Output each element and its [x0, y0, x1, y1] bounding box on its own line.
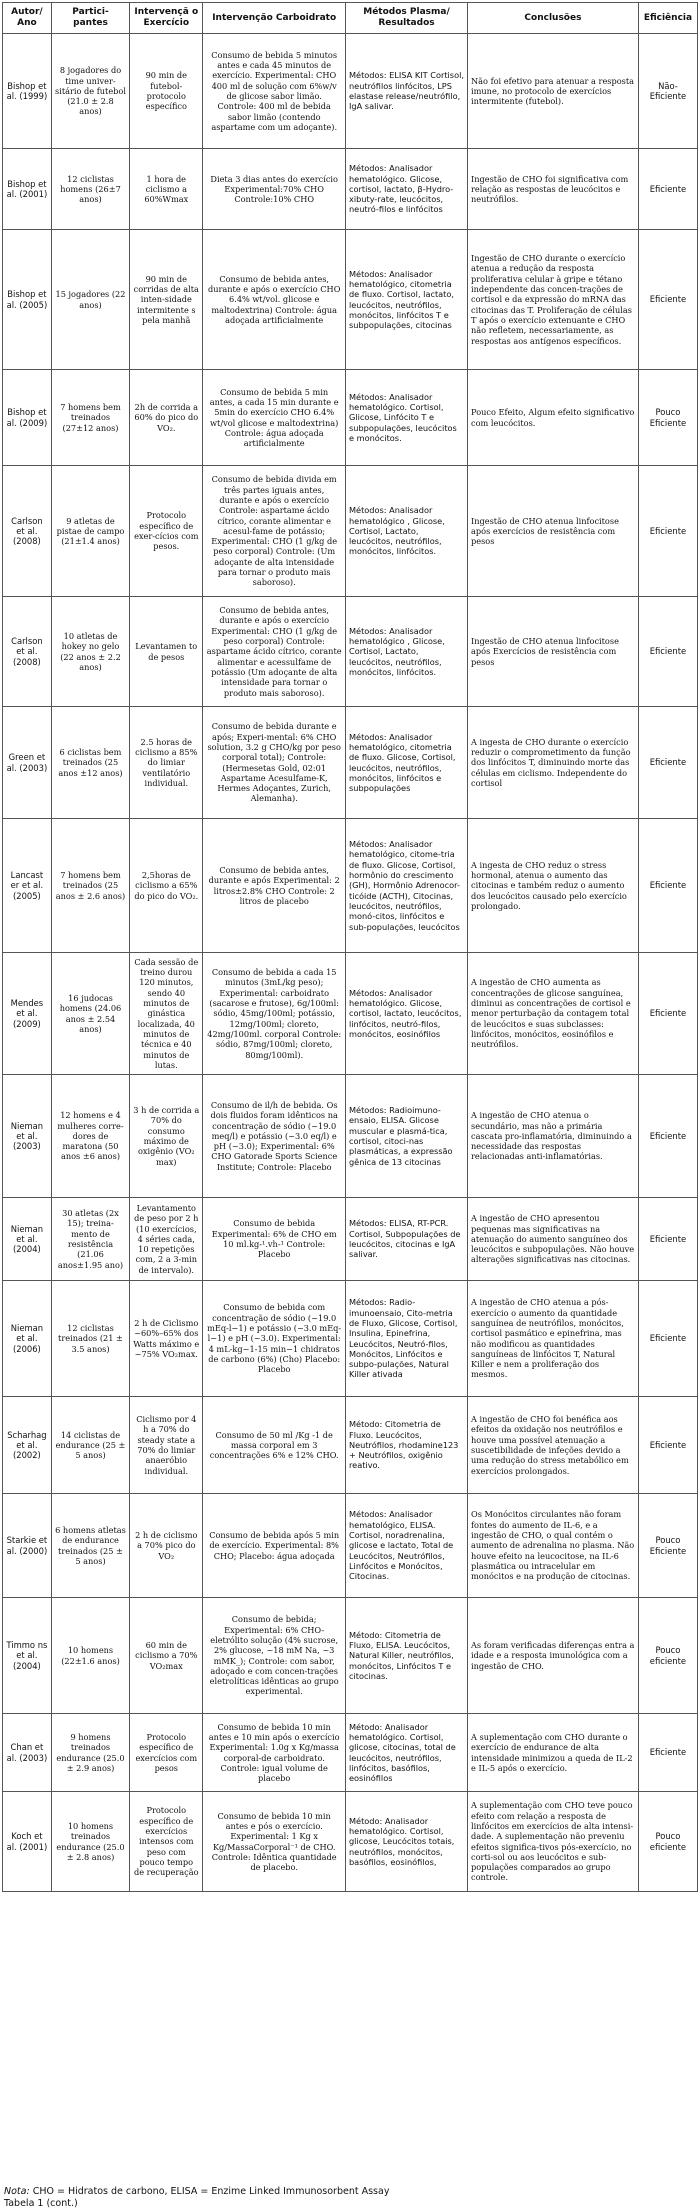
cell-exercise: Protocolo específico de exercícios intensos com peso com pouco tempo de recuperação	[130, 1792, 203, 1892]
cell-efficiency: Eficiente	[638, 1397, 697, 1494]
cell-participants: 9 atletas de pistae de campo (21±1.4 anos)	[51, 466, 129, 597]
cell-carbohydrate: Consumo de bebida antes, durante e após Experimental: 2 litros±2.8% CHO Controle: 2 litros de placebo	[203, 819, 346, 953]
cell-exercise: 2 h de ciclismo a 70% pico do VO₂	[130, 1494, 203, 1598]
cell-efficiency: Eficiente	[638, 1714, 697, 1792]
table-row	[3, 1281, 698, 1397]
table-header-row	[3, 3, 698, 34]
cell-conclusions: A ingestão de CHO atenua o secundário, mas não a primária cascata pro-inflamatória, diminuindo a necessidade das respostas relacionadas anti-inflamatórias.	[468, 1075, 639, 1198]
cell-carbohydrate: Consumo de bebida 10 min antes e 10 min após o exercício Experimental: 1.0g x Kg/massa corporal-de carboidrato. Controle: igual volume de placebo	[203, 1714, 346, 1792]
cell-carbohydrate: Dieta 3 dias antes do exercício Experimental:70% CHO Controle:10% CHO	[203, 149, 346, 230]
cell-exercise: 2,5horas de ciclismo a 65% do pico do VO₂.	[130, 819, 203, 953]
cell-efficiency: Eficiente	[638, 707, 697, 819]
cell-methods: Método: Citometria de Fluxo. Leucócitos, Neutrófilos, rhodamine123 + Neutrófilos, oxigênio reativo.	[345, 1397, 467, 1494]
table-row	[3, 1792, 698, 1892]
cell-carbohydrate: Consumo de 50 ml /Kg -1 de massa corporal em 3 concentrações 6% e 12% CHO.	[203, 1397, 346, 1494]
cell-author: Mendes et al. (2009)	[3, 953, 52, 1075]
cell-exercise: 90 min de futebol- protocolo específico	[130, 34, 203, 149]
cell-carbohydrate: Consumo de bebida antes, durante e após o exercício CHO 6.4% wt/vol. glicose e maltodextrina) Controle: água adoçada artificialmente	[203, 230, 346, 370]
cell-methods: Métodos: Radio-imunoensaio, Cito-metria de Fluxo, Glicose, Cortisol, Insulina, Epinefrina, Leucócitos, Neutró-filos, Monócitos, Linfócitos e subpo-pulações, Natural Killer ativada	[345, 1281, 467, 1397]
cell-carbohydrate: Consumo de il/h de bebida. Os dois fluidos foram idênticos na concentração de sódio (~19.0 meq/l) e potássio (~3.0 eq/l) e pH (~3.0); Experimental: 6% CHO Gatorade Sports Science Institute; Controle: Placebo	[203, 1075, 346, 1198]
cell-conclusions: Ingestão de CHO atenua linfocitose após exercícios de resistência com pesos	[468, 466, 639, 597]
cell-methods: Método: Citometria de Fluxo, ELISA. Leucócitos, Natural Killer, neutrófilos, monócitos, Linfócitos T e citocinas.	[345, 1598, 467, 1714]
cell-conclusions: A ingestão de CHO apresentou pequenas mas significativas na atenuação do aumento sanguíneo dos leucócitos e subpopulações. Não houve alterações significativas nas citocinas.	[468, 1198, 639, 1281]
studies-table	[2, 2, 698, 1892]
cell-participants: 10 homens treinados endurance (25.0 ± 2.8 anos)	[51, 1792, 129, 1892]
table-row	[3, 149, 698, 230]
cell-participants: 7 homens bem treinados (27±12 anos)	[51, 370, 129, 466]
cell-conclusions: A ingestão de CHO foi benéfica aos efeitos da oxidação nos neutrófilos e houve uma possível atenuação a suscetibilidade de infeções devido a uma redução do stress metabólico em exercícios prolongados.	[468, 1397, 639, 1494]
header-author: Autor/ Ano	[3, 3, 52, 34]
table-row	[3, 1714, 698, 1792]
cell-participants: 7 homens bem treinados (25 anos ± 2.6 anos)	[51, 819, 129, 953]
table-row	[3, 34, 698, 149]
cell-exercise: Levantamento de peso por 2 h (10 exercícios, 4 séries cada, 10 repetições com, 2 a 3-min de intervalo).	[130, 1198, 203, 1281]
header-conclusions: Conclusões	[468, 3, 639, 34]
cell-carbohydrate: Consumo de bebida durante e após; Experi-mental: 6% CHO solution, 3.2 g CHO/kg por peso corporal total); Controle: (Hermesetas Gold, 02:01 Aspartame Acesulfame-K, Hermes Adoçantes, Zurich, Alemanha).	[203, 707, 346, 819]
cell-participants: 12 ciclistas treinados (21 ± 3.5 anos)	[51, 1281, 129, 1397]
cell-exercise: Cada sessão de treino durou 120 minutos, sendo 40 minutos de ginástica localizada, 40 minutos de técnica e 40 minutos de lutas.	[130, 953, 203, 1075]
cell-participants: 12 ciclistas homens (26±7 anos)	[51, 149, 129, 230]
cell-carbohydrate: Consumo de bebida após 5 min de exercício. Experimental: 8% CHO; Placebo: água adoçada	[203, 1494, 346, 1598]
cell-author: Carlson et al. (2008)	[3, 597, 52, 707]
table-row	[3, 1198, 698, 1281]
cell-conclusions: A ingesta de CHO reduz o stress hormonal, atenua o aumento das citocinas e também reduz o aumento dos leucócitos causado pelo exercício prolongado.	[468, 819, 639, 953]
cell-conclusions: A ingesta de CHO durante o exercício reduzir o comprometimento da função dos linfócitos T, diminuindo morte das células em ciclismo. Independente do cortisol	[468, 707, 639, 819]
cell-author: Starkie et al. (2000)	[3, 1494, 52, 1598]
cell-carbohydrate: Consumo de bebida; Experimental: 6% CHO-eletrólito solução (4% sucrose, 2% glucose, ~18 mM Na, ~3 mMK_); Controle: com sabor, adoçado e com concen-trações eletrolíticas idênticas ao grupo experimental.	[203, 1598, 346, 1714]
cell-conclusions: A ingestão de CHO aumenta as concentrações de glicose sanguínea, diminui as concentrações de cortisol e menor perturbação da contagem total de leucócitos e suas subclasses: linfócitos, monócitos, eosinófilos e neutrófilos.	[468, 953, 639, 1075]
cell-participants: 16 judocas homens (24.06 anos ± 2.54 anos)	[51, 953, 129, 1075]
cell-conclusions: Os Monócitos circulantes não foram fontes do aumento de IL-6, e a ingestão de CHO, o qual contém o aumento de adrenalina no plasma. Não houve efeito na leucocitose, na IL-6 plasmática ou intracelular em monócitos e na produção de citocinas.	[468, 1494, 639, 1598]
cell-efficiency: Eficiente	[638, 819, 697, 953]
cell-methods: Métodos: Analisador hematológico. Cortisol, Glicose, Linfócito T e subpopulações, leucócitos e monócitos.	[345, 370, 467, 466]
header-exercise: Intervençã o Exercício	[130, 3, 203, 34]
cell-methods: Método: Analisador hematológico. Cortisol, glicose, citocinas, total de leucócitos, neutrófilos, linfócitos, basófilos, eosinófilos	[345, 1714, 467, 1792]
cell-exercise: 90 min de corridas de alta inten-sidade intermitente s pela manhã	[130, 230, 203, 370]
cell-carbohydrate: Consumo de bebida 5 min antes, a cada 15 min durante e 5min do exercício CHO 6.4% wt/vol glicose e maltodextrina) Controle: água adoçada artificialmente	[203, 370, 346, 466]
table-row	[3, 707, 698, 819]
cell-efficiency: Eficiente	[638, 230, 697, 370]
cell-conclusions: A ingestão de CHO atenua a pós-exercício o aumento da quantidade sanguínea de neutrófilos, monócitos, cortisol pasmático e epinefrina, mas não modificou as quantidades sanguíneas de linfócitos T, Natural Killer e nem a proliferação dos mesmos.	[468, 1281, 639, 1397]
header-carbohydrate: Intervenção Carboidrato	[203, 3, 346, 34]
cell-conclusions: A suplementação com CHO teve pouco efeito com relação a resposta de linfócitos em exercícios de alta intensi-dade. A suplementação não preveniu efeitos significa-tivos pós-exercício, no corti-sol ou aos leucócitos e sub-populações comparados ao grupo controle.	[468, 1792, 639, 1892]
cell-methods: Métodos: ELISA KIT Cortisol, neutrófilos linfócitos, LPS elastase release/neutrófilo, IgA salivar.	[345, 34, 467, 149]
cell-participants: 12 homens e 4 mulheres corre-dores de maratona (50 anos ±6 anos)	[51, 1075, 129, 1198]
header-efficiency: Eficiência	[638, 3, 697, 34]
cell-exercise: Protocolo específico de exer-cícios com pesos.	[130, 466, 203, 597]
table-caption: Tabela 1 (cont.)	[4, 2198, 78, 2209]
cell-author: Bishop et al. (1999)	[3, 34, 52, 149]
cell-conclusions: Ingestão de CHO atenua linfocitose após Exercícios de resistência com pesos	[468, 597, 639, 707]
note-text: CHO = Hidratos de carbono, ELISA = Enzime Linked Immunosorbent Assay	[29, 2186, 390, 2197]
table-row	[3, 953, 698, 1075]
cell-efficiency: Eficiente	[638, 1281, 697, 1397]
cell-author: Bishop et al. (2009)	[3, 370, 52, 466]
cell-efficiency: Eficiente	[638, 597, 697, 707]
table-row	[3, 819, 698, 953]
cell-methods: Métodos: Analisador hematológico. Glicose, cortisol, lactato, leucócitos, linfócitos, neutró-filos, monócitos, eosinófilos	[345, 953, 467, 1075]
cell-efficiency: Pouco Eficiente	[638, 370, 697, 466]
cell-author: Timmo ns et al. (2004)	[3, 1598, 52, 1714]
cell-efficiency: Pouco eficiente	[638, 1792, 697, 1892]
cell-efficiency: Pouco Eficiente	[638, 1494, 697, 1598]
header-methods: Métodos Plasma/ Resultados	[345, 3, 467, 34]
cell-efficiency: Eficiente	[638, 953, 697, 1075]
cell-author: Koch et al. (2001)	[3, 1792, 52, 1892]
cell-participants: 8 jogadores do time univer-sitário de futebol (21.0 ± 2.8 anos)	[51, 34, 129, 149]
table-note	[4, 2186, 694, 2198]
cell-author: Green et al. (2003)	[3, 707, 52, 819]
table-row	[3, 370, 698, 466]
cell-participants: 6 homens atletas de endurance treinados (25 ± 5 anos)	[51, 1494, 129, 1598]
cell-carbohydrate: Consumo de bebida antes, durante e após o exercício Experimental: CHO (1 g/kg de peso corporal) Controle: aspartame ácido cítrico, corante alimentar e acessulfame de potássio (Um adoçante de alta intensidade para tornar o produto mais saboroso).	[203, 597, 346, 707]
cell-author: Nieman et al. (2004)	[3, 1198, 52, 1281]
table-row	[3, 466, 698, 597]
cell-efficiency: Eficiente	[638, 1198, 697, 1281]
cell-methods: Métodos: Analisador hematológico , Glicose, Cortisol, Lactato, leucócitos, neutrófilos, monócitos, linfócitos.	[345, 466, 467, 597]
cell-carbohydrate: Consumo de bebida a cada 15 minutos (3mL/kg peso); Experimental: carboidrato (sacarose e frutose), 6g/100ml: sódio, 45mg/100ml; potássio, 12mg/100ml; cloreto, 42mg/100ml. corporal Controle: sódio, 87mg/100ml; cloreto, 80mg/100ml).	[203, 953, 346, 1075]
cell-participants: 6 ciclistas bem treinados (25 anos ±12 anos)	[51, 707, 129, 819]
cell-exercise: 60 min de ciclismo a 70% VO₂max	[130, 1598, 203, 1714]
table-row	[3, 1598, 698, 1714]
cell-conclusions: As foram verificadas diferenças entra a idade e a resposta imunológica com a ingestão de CHO.	[468, 1598, 639, 1714]
cell-author: Carlson et al. (2008)	[3, 466, 52, 597]
cell-carbohydrate: Consumo de bebida divida em três partes iguais antes, durante e após o exercício Controle: aspartame ácido cítrico, corante alimentar e acesul-fame de potássio; Experimental: CHO (1 g/kg de peso corporal) Controle: (Um adoçante de alta intensidade para tornar o produto mais saboroso).	[203, 466, 346, 597]
cell-author: Scharhag et al. (2002)	[3, 1397, 52, 1494]
cell-exercise: 1 hora de ciclismo a 60%Wmax	[130, 149, 203, 230]
cell-conclusions: Não foi efetivo para atenuar a resposta imune, no protocolo de exercícios intermitente (futebol).	[468, 34, 639, 149]
cell-methods: Métodos: Analisador hematológico , Glicose, Cortisol, Lactato, leucócitos, neutrófilos, monócitos, linfócitos.	[345, 597, 467, 707]
cell-carbohydrate: Consumo de bebida Experimental: 6% de CHO em 10 ml.kg-¹.vh-¹ Controle: Placebo	[203, 1198, 346, 1281]
cell-conclusions: Ingestão de CHO foi significativa com relação as respostas de leucócitos e neutrófilos.	[468, 149, 639, 230]
cell-methods: Métodos: Analisador hematológico. Glicose, cortisol, lactato, β-Hydro-xibuty-rate, leucócitos, neutró-filos e linfócitos	[345, 149, 467, 230]
cell-author: Nieman et al. (2006)	[3, 1281, 52, 1397]
cell-exercise: 3 h de corrida a 70% do consumo máximo de oxigênio (VO₂ max)	[130, 1075, 203, 1198]
cell-efficiency: Pouco eficiente	[638, 1598, 697, 1714]
cell-participants: 9 homens treinados endurance (25.0 ± 2.9 anos)	[51, 1714, 129, 1792]
cell-author: Bishop et al. (2001)	[3, 149, 52, 230]
cell-methods: Métodos: Analisador hematológico, citometria de fluxo. Glicose, Cortisol, leucócitos, neutrófilos, monócitos, linfócitos e subpopulações	[345, 707, 467, 819]
cell-participants: 30 atletas (2x 15); treina-mento de resistência (21.06 anos±1.95 ano)	[51, 1198, 129, 1281]
cell-exercise: 2.5 horas de ciclismo a 85% do limiar ventilatório individual.	[130, 707, 203, 819]
cell-conclusions: Ingestão de CHO durante o exercício atenua a redução da resposta proliferativa celular à gripe e tétano independente das concen-trações de cortisol e da expressão do mRNA das citocinas das T. Proliferação de células T após o exercício extenuante e CHO não refletem, necessariamente, as respostas aos antígenos específicos.	[468, 230, 639, 370]
table-row	[3, 1494, 698, 1598]
cell-methods: Método: Analisador hematológico. Cortisol, glicose, Leucócitos totais, neutrófilos, monócitos, basófilos, eosinófilos,	[345, 1792, 467, 1892]
cell-carbohydrate: Consumo de bebida com concentração de sódio (~19.0 mEq-l−1) e potássio (~3.0 mEq-l−1) e pH (~3.0). Experimental: 4 mL-kg−1-15 min−1 chidratos de carbono (6%) (Cho) Placebo: Placebo	[203, 1281, 346, 1397]
table-row	[3, 597, 698, 707]
note-label: Nota:	[4, 2186, 30, 2197]
cell-efficiency: Não-Eficiente	[638, 34, 697, 149]
cell-author: Nieman et al. (2003)	[3, 1075, 52, 1198]
cell-efficiency: Eficiente	[638, 466, 697, 597]
cell-author: Lancast er et al. (2005)	[3, 819, 52, 953]
cell-carbohydrate: Consumo de bebida 5 minutos antes e cada 45 minutos de exercício. Experimental: CHO 400 ml de solução com 6%w/v de glicose sabor limão. Controle: 400 ml de bebida sabor limão (contendo aspartame com um adoçante).	[203, 34, 346, 149]
table-row	[3, 1397, 698, 1494]
cell-methods: Métodos: Analisador hematológico, ELISA. Cortisol, noradrenalina, glicose e lactato, Total de Leucócitos, Neutrófilos, Linfócitos e Monócitos, Citocinas.	[345, 1494, 467, 1598]
cell-methods: Métodos: Analisador hematológico, citometria de fluxo. Cortisol, lactato, leucócitos, neutrófilos, monócitos, linfócitos T e subpopulações, citocinas	[345, 230, 467, 370]
cell-carbohydrate: Consumo de bebida 10 min antes e pós o exercício. Experimental: 1 Kg x Kg/MassaCorporal⁻¹ de CHO. Controle: Idêntica quantidade de placebo.	[203, 1792, 346, 1892]
cell-efficiency: Eficiente	[638, 149, 697, 230]
cell-author: Chan et al. (2003)	[3, 1714, 52, 1792]
cell-conclusions: A suplementação com CHO durante o exercício de endurance de alta intensidade minimizou a queda de IL-2 e IL-5 após o exercício.	[468, 1714, 639, 1792]
cell-participants: 10 atletas de hokey no gelo (22 anos ± 2.2 anos)	[51, 597, 129, 707]
cell-exercise: 2 h de Ciclismo ~60%–65% dos Watts máximo e ~75% VO₂max.	[130, 1281, 203, 1397]
cell-participants: 14 ciclistas de endurance (25 ± 5 anos)	[51, 1397, 129, 1494]
cell-participants: 10 homens (22±1.6 anos)	[51, 1598, 129, 1714]
header-participants: Partici- pantes	[51, 3, 129, 34]
cell-efficiency: Eficiente	[638, 1075, 697, 1198]
cell-participants: 15 jogadores (22 anos)	[51, 230, 129, 370]
cell-methods: Métodos: Radioimuno-ensaio, ELISA. Glicose muscular e plasmá-tica, cortisol, citoci-nas plasmáticas, a expressão gênica de 13 citocinas	[345, 1075, 467, 1198]
cell-exercise: Levantamen to de pesos	[130, 597, 203, 707]
table-row	[3, 230, 698, 370]
table-row	[3, 1075, 698, 1198]
cell-exercise: Protocolo específico de exercícios com pesos	[130, 1714, 203, 1792]
cell-author: Bishop et al. (2005)	[3, 230, 52, 370]
cell-exercise: Ciclismo por 4 h a 70% do steady state a 70% do limiar anaeróbio individual.	[130, 1397, 203, 1494]
cell-methods: Métodos: ELISA, RT-PCR. Cortisol, Subpopulações de leucócitos, citocinas e IgA salivar.	[345, 1198, 467, 1281]
cell-exercise: 2h de corrida a 60% do pico do VO₂.	[130, 370, 203, 466]
cell-conclusions: Pouco Efeito, Algum efeito significativo com leucócitos.	[468, 370, 639, 466]
cell-methods: Métodos: Analisador hematológico, citome-tria de fluxo. Glicose, Cortisol, hormônio do crescimento (GH), Hormônio Adrenocor-ticóide (ACTH), Citocinas, leucócitos, neutrófilos, monó-citos, linfócitos e sub-populações, leucócitos	[345, 819, 467, 953]
table-footer	[4, 2186, 694, 2210]
